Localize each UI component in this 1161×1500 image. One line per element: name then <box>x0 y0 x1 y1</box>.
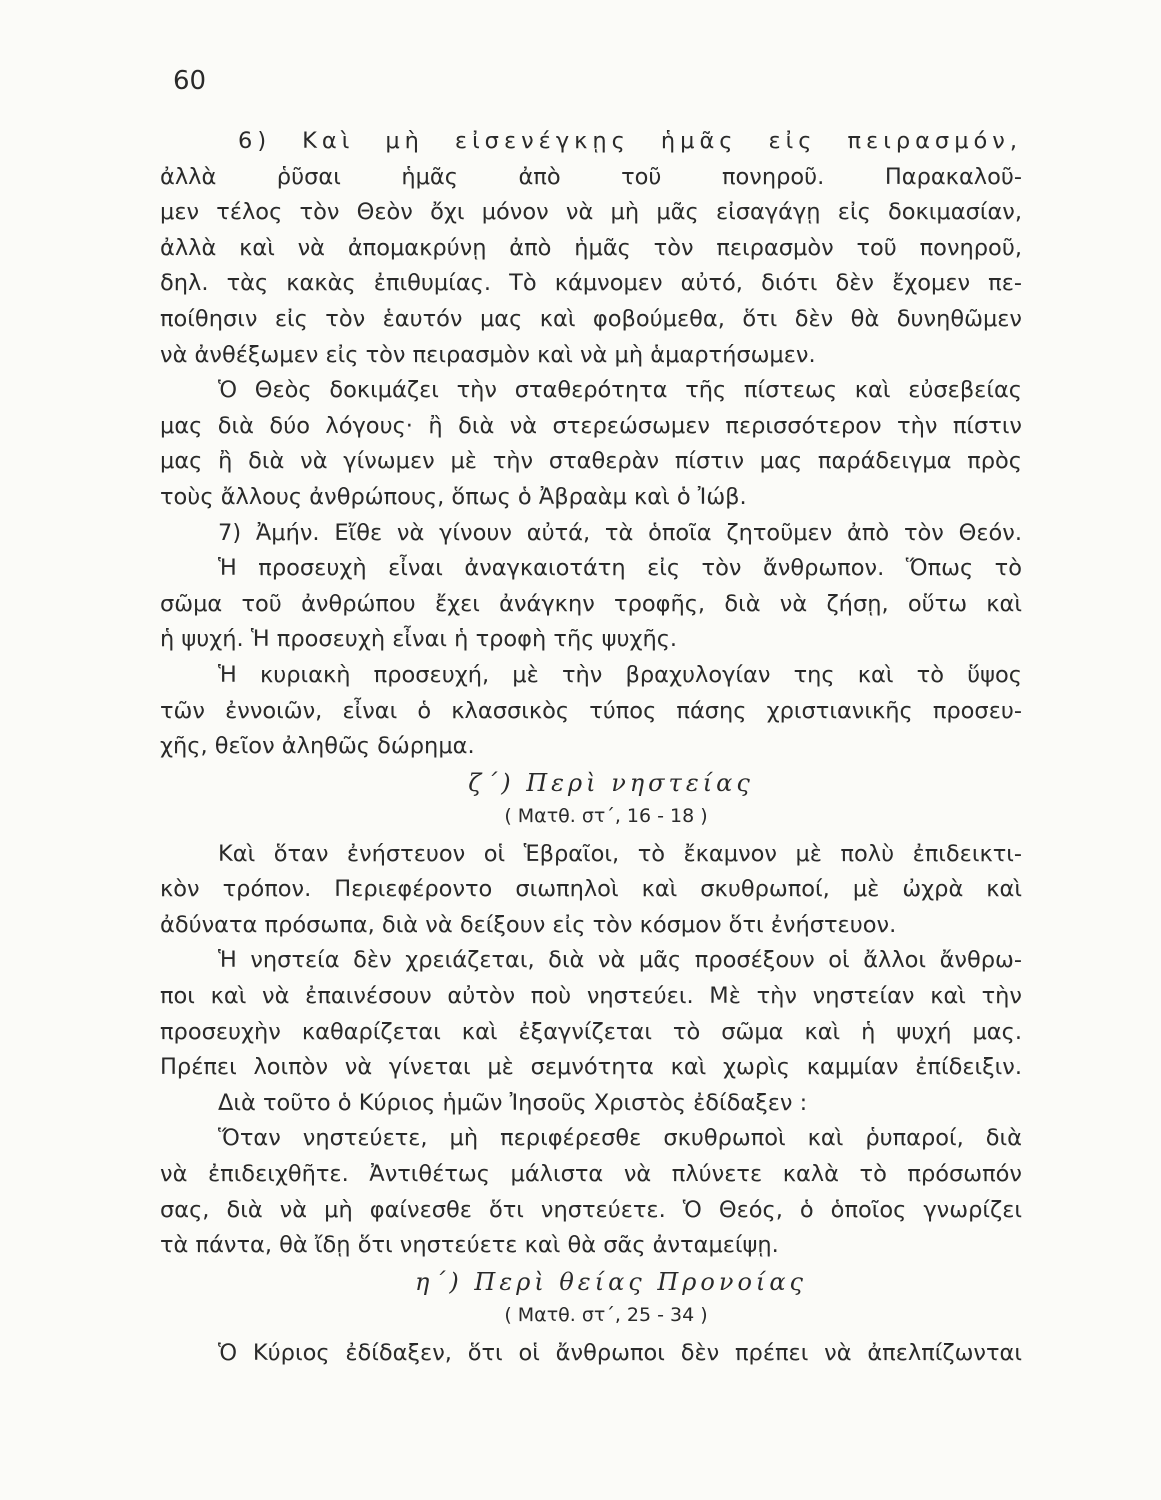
body-text <box>160 124 1022 1371</box>
text-line: νὰ ἀνθέξωμεν εἰς τὸν πειρασμὸν καὶ νὰ μὴ ἁμαρτήσωμεν. <box>160 341 816 368</box>
text-line: Ἡ κυριακὴ προσευχή, μὲ τὴν βραχυλογίαν της καὶ τὸ ὕψος <box>218 661 1022 688</box>
text-line: 7) Ἀμήν. Εἴθε νὰ γίνουν αὐτά, τὰ ὁποῖα ζητοῦμεν ἀπὸ τὸν Θεόν. <box>218 519 1022 546</box>
text-line: τοὺς ἄλλους ἀνθρώπους, ὅπως ὁ Ἀβραὰμ καὶ ὁ Ἰώβ. <box>160 483 747 510</box>
section-heading: η΄) Περὶ θείας Προνοίας <box>415 1267 807 1296</box>
text-line: νὰ ἐπιδειχθῆτε. Ἀντιθέτως μάλιστα νὰ πλύνετε καλὰ τὸ πρόσωπόν <box>160 1161 1022 1188</box>
text-line: Πρέπει λοιπὸν νὰ γίνεται μὲ σεμνότητα καὶ χωρὶς καμμίαν ἐπίδειξιν. <box>160 1054 1022 1081</box>
text-line: μεν τέλος τὸν Θεὸν ὄχι μόνον νὰ μὴ μᾶς εἰσαγάγῃ εἰς δοκιμασίαν, <box>160 199 1022 226</box>
text-line: σας, διὰ νὰ μὴ φαίνεσθε ὅτι νηστεύετε. Ὁ Θεός, ὁ ὁποῖος γνωρίζει <box>160 1196 1022 1223</box>
text-line: ποίθησιν εἰς τὸν ἑαυτόν μας καὶ φοβούμεθα, ὅτι δὲν θὰ δυνηθῶμεν <box>160 305 1022 332</box>
page-number: 60 <box>173 66 207 96</box>
text-line: Ἡ νηστεία δὲν χρειάζεται, διὰ νὰ μᾶς προσέξουν οἱ ἄλλοι ἄνθρω- <box>218 947 1022 974</box>
text-line: Ὁ Κύριος ἐδίδαξεν, ὅτι οἱ ἄνθρωποι δὲν πρέπει νὰ ἀπελπίζωνται <box>218 1339 1022 1366</box>
text-line: 6) Καὶ μὴ εἰσενέγκῃς ἡμᾶς εἰς πειρασμόν, <box>238 128 1022 154</box>
text-line: ἀλλὰ καὶ νὰ ἀπομακρύνῃ ἀπὸ ἡμᾶς τὸν πειρασμὸν τοῦ πονηροῦ, <box>160 234 1022 261</box>
text-line: χῆς, θεῖον ἀληθῶς δώρημα. <box>160 733 475 760</box>
text-line: Ὁ Θεὸς δοκιμάζει τὴν σταθερότητα τῆς πίστεως καὶ εὐσεβείας <box>218 377 1022 404</box>
text-line: μας ἢ διὰ νὰ γίνωμεν μὲ τὴν σταθερὰν πίστιν μας παράδειγμα πρὸς <box>160 448 1022 475</box>
text-line: Καὶ ὅταν ἐνήστευον οἱ Ἑβραῖοι, τὸ ἔκαμνον μὲ πολὺ ἐπιδεικτι- <box>218 840 1022 867</box>
text-line: σῶμα τοῦ ἀνθρώπου ἔχει ἀνάγκην τροφῆς, διὰ νὰ ζήσῃ, οὕτω καὶ <box>160 590 1022 617</box>
section-heading: ζ΄) Περὶ νηστείας <box>468 768 754 797</box>
scripture-reference: ( Ματθ. στ΄, 16 - 18 ) <box>504 804 708 827</box>
text-line: ἡ ψυχή. Ἡ προσευχὴ εἶναι ἡ τροφὴ τῆς ψυχῆς. <box>160 626 678 653</box>
text-line: Διὰ τοῦτο ὁ Κύριος ἡμῶν Ἰησοῦς Χριστὸς ἐδίδαξεν : <box>218 1089 808 1116</box>
text-line: δηλ. τὰς κακὰς ἐπιθυμίας. Τὸ κάμνομεν αὐτό, διότι δὲν ἔχομεν πε- <box>160 270 1022 297</box>
text-line: ποι καὶ νὰ ἐπαινέσουν αὐτὸν ποὺ νηστεύει. Μὲ τὴν νηστείαν καὶ τὴν <box>160 983 1022 1010</box>
text-line: κὸν τρόπον. Περιεφέροντο σιωπηλοὶ καὶ σκυθρωποί, μὲ ὠχρὰ καὶ <box>160 876 1022 903</box>
text-line: μας διὰ δύο λόγους· ἢ διὰ νὰ στερεώσωμεν περισσότερον τὴν πίστιν <box>160 412 1022 439</box>
scripture-reference: ( Ματθ. στ΄, 25 - 34 ) <box>504 1303 708 1326</box>
text-line: τὰ πάντα, θὰ ἴδῃ ὅτι νηστεύετε καὶ θὰ σᾶς ἀνταμείψῃ. <box>160 1232 779 1259</box>
text-line: προσευχὴν καθαρίζεται καὶ ἐξαγνίζεται τὸ σῶμα καὶ ἡ ψυχή μας. <box>160 1018 1022 1045</box>
text-line: ἀλλὰ ῥῦσαι ἡμᾶς ἀπὸ τοῦ πονηροῦ. Παρακαλοῦ- <box>160 163 1022 190</box>
text-line: Ἡ προσευχὴ εἶναι ἀναγκαιοτάτη εἰς τὸν ἄνθρωπον. Ὅπως τὸ <box>218 555 1022 582</box>
text-line: Ὅταν νηστεύετε, μὴ περιφέρεσθε σκυθρωποὶ καὶ ῥυπαροί, διὰ <box>218 1125 1022 1152</box>
text-line: ἀδύνατα πρόσωπα, διὰ νὰ δείξουν εἰς τὸν κόσμον ὅτι ἐνήστευον. <box>160 911 897 938</box>
text-line: τῶν ἐννοιῶν, εἶναι ὁ κλασσικὸς τύπος πάσης χριστιανικῆς προσευ- <box>160 697 1022 724</box>
